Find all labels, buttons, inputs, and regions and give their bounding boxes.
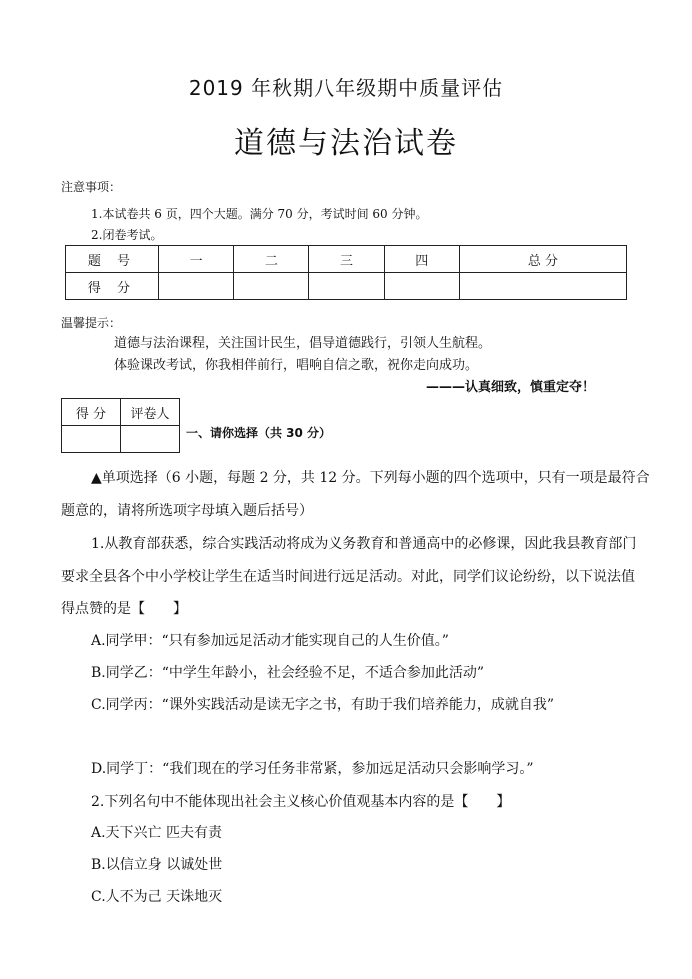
question-stem: 得点赞的是【 】: [61, 601, 187, 617]
question-stem: 2.下列名句中不能体现出社会主义核心价值观基本内容的是【 】: [91, 794, 511, 810]
exam-subtitle: 道德与法治试卷: [234, 126, 458, 161]
question-option: A.同学甲：“只有参加远足活动才能实现自己的人生价值。”: [91, 633, 449, 649]
score-cell[interactable]: [384, 273, 459, 300]
tips-motto: ———认真细致，慎重定夺！: [426, 380, 596, 395]
question-option: C.人不为己 天诛地灭: [91, 889, 223, 905]
score-table-header: 一: [159, 246, 234, 273]
grader-header: 评卷人: [121, 399, 180, 426]
score-table-header: 总 分: [459, 246, 626, 273]
section-instruction: ▲单项选择（6 小题，每题 2 分，共 12 分。下列每小题的四个选项中，只有一项是最符合: [91, 470, 650, 486]
score-table: [65, 245, 627, 300]
score-table-header: 二: [234, 246, 309, 273]
score-table-header: 四: [384, 246, 459, 273]
question-option: B.以信立身 以诚处世: [91, 857, 223, 873]
score-cell[interactable]: [234, 273, 309, 300]
section-title: 一、请你选择（共 30 分）: [186, 426, 332, 440]
score-cell[interactable]: [159, 273, 234, 300]
question-stem: 要求全县各个中小学校让学生在适当时间进行远足活动。对此，同学们议论纷纷，以下说法值: [61, 569, 635, 585]
score-table-header: 题 号: [66, 246, 159, 273]
score-table-header: 三: [309, 246, 384, 273]
notice-heading: 注意事项：: [61, 180, 122, 194]
question-option: D.同学丁：“我们现在的学习任务非常紧，参加远足活动只会影响学习。”: [91, 761, 534, 777]
grader-cell[interactable]: [62, 426, 121, 453]
grader-table: [61, 398, 180, 453]
grader-header: 得 分: [62, 399, 121, 426]
tips-line: 道德与法治课程，关注国计民生，倡导道德践行，引领人生航程。: [114, 336, 492, 351]
question-stem: 1.从教育部获悉，综合实践活动将成为义务教育和普通高中的必修课，因此我县教育部门: [91, 536, 637, 552]
score-cell[interactable]: [459, 273, 626, 300]
question-option: A.天下兴亡 匹夫有责: [91, 825, 223, 841]
tips-line: 体验课改考试，你我相伴前行，唱响自信之歌，祝你走向成功。: [114, 358, 479, 373]
section-instruction: 题意的，请将所选项字母填入题后括号）: [61, 503, 313, 519]
tips-heading: 温馨提示：: [61, 316, 122, 330]
score-row-label: 得 分: [66, 273, 159, 300]
score-cell[interactable]: [309, 273, 384, 300]
exam-title: 2019 年秋期八年级期中质量评估: [188, 76, 504, 100]
grader-cell[interactable]: [121, 426, 180, 453]
notice-item: 2.闭卷考试。: [91, 228, 163, 242]
notice-item: 1.本试卷共 6 页，四个大题。满分 70 分，考试时间 60 分钟。: [91, 207, 428, 221]
question-option: B.同学乙：“中学生年龄小，社会经验不足，不适合参加此活动”: [91, 665, 485, 681]
question-option: C.同学丙：“课外实践活动是读无字之书，有助于我们培养能力，成就自我”: [91, 697, 554, 713]
